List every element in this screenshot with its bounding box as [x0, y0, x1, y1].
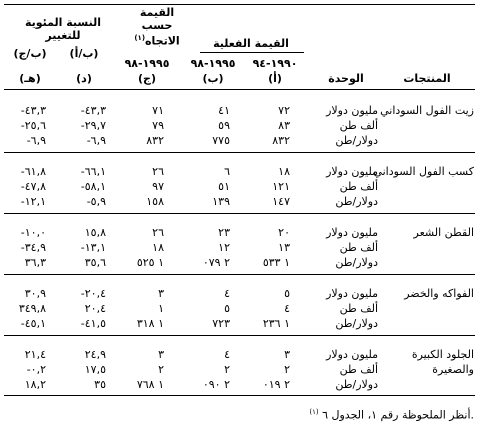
cell-a: ٥ — [284, 287, 290, 300]
cell-a: ١ ٥٣٣ — [262, 256, 290, 269]
cell-d: ٢٠,٤ — [84, 302, 106, 315]
pct-change-title-line2: للتغيير — [45, 29, 81, 42]
cell-e: ٣٠,٩ — [24, 287, 46, 300]
cell-a: ١٨ — [278, 165, 290, 178]
group-separator — [4, 274, 475, 275]
unit-cell: مليون دولار — [326, 287, 378, 300]
unit-cell: ألف طن — [339, 119, 378, 132]
table-bottom-rule — [4, 395, 475, 396]
cell-c: ٣ — [158, 287, 164, 300]
cell-b: ٥ — [224, 302, 230, 315]
unit-cell: دولار/طن — [335, 134, 378, 147]
letter-b: (ب) — [202, 72, 224, 85]
unit-cell: مليون دولار — [326, 348, 378, 361]
cell-a: ٨٣ — [278, 119, 290, 132]
cell-e: -٤٥,١ — [20, 317, 46, 330]
cell-a: ١٢١ — [272, 180, 290, 193]
col-b-period-header: ١٩٩٥-٩٨ — [190, 57, 236, 70]
unit-cell: ألف طن — [339, 302, 378, 315]
group-separator — [4, 213, 475, 214]
unit-cell: ألف طن — [339, 363, 378, 376]
cell-d: -٤٣,٣ — [80, 104, 106, 117]
cell-c: ١ ٧٦٨ — [136, 378, 164, 391]
letter-j: (ج) — [138, 72, 156, 85]
cell-c: ٨٣٢ — [146, 134, 164, 147]
cell-e: -٤٣,٣ — [20, 104, 46, 117]
cell-e: -١٢,١ — [20, 195, 46, 208]
col-a-period-header: ١٩٩٠-٩٤ — [252, 57, 298, 70]
cell-c: ٢٦ — [152, 165, 164, 178]
cell-d: -٤١,٥ — [80, 317, 106, 330]
cell-e: -٠,٢ — [26, 363, 46, 376]
cell-d: -١٣,١ — [80, 241, 106, 254]
cell-c: ٧٩ — [152, 119, 164, 132]
product-name-line1: الجلود الكبيرة — [411, 348, 474, 361]
cell-d: ٢٤,٩ — [84, 348, 106, 361]
cell-c: ٣ — [158, 348, 164, 361]
actual-value-title: القيمة الفعلية — [213, 37, 289, 50]
pct-change-title-line1: النسبة المئوية — [24, 16, 102, 29]
cell-a: ١٣ — [278, 241, 290, 254]
cell-b: ٢ — [224, 363, 230, 376]
unit-cell: دولار/طن — [335, 256, 378, 269]
cell-e: ٣٤٩,٨ — [18, 302, 46, 315]
cell-a: ٨٣٢ — [272, 134, 290, 147]
cell-a: ٤ — [284, 302, 290, 315]
cell-d: ٣٥,٦ — [84, 256, 106, 269]
product-name: القطن الشعر — [413, 226, 474, 239]
cell-c: ٩٧ — [152, 180, 164, 193]
unit-cell: مليون دولار — [326, 165, 378, 178]
cell-b: ١٣٩ — [212, 195, 230, 208]
cell-b: ٥١ — [218, 180, 230, 193]
header-bottom-rule — [4, 89, 475, 90]
actual-value-underline — [200, 52, 304, 53]
cell-b: ٤ — [224, 348, 230, 361]
cell-b: ٤١ — [218, 104, 230, 117]
letter-d: (د) — [76, 72, 92, 85]
cell-d: -٢٩,٧ — [80, 119, 106, 132]
trend-value-title-line1: القيمة — [139, 6, 175, 19]
group-separator — [4, 335, 475, 336]
trend-value-title-line2: حسب — [141, 19, 173, 32]
product-name: الفواكه والخضر — [404, 287, 474, 300]
cell-d: ٣٥ — [94, 378, 106, 391]
cell-e: ١٨,٢ — [24, 378, 46, 391]
col-b-over-c-header: (ب/ج) — [13, 47, 47, 60]
cell-d: ١٧,٥ — [84, 363, 106, 376]
trend-value-title-word: الاتجاه — [145, 34, 180, 48]
cell-e: -٤٧,٨ — [20, 180, 46, 193]
trend-value-title-line3 — [122, 32, 192, 48]
cell-b: ٧٧٥ — [212, 134, 230, 147]
footnote — [200, 406, 474, 422]
col-b-over-a-header: (ب/أ) — [69, 47, 99, 60]
cell-b: ٢ ٠٩٠ — [202, 378, 230, 391]
cell-a: ٢ — [284, 363, 290, 376]
cell-e: -٣٤,٩ — [20, 241, 46, 254]
cell-c: ٢٦ — [152, 226, 164, 239]
unit-cell: دولار/طن — [335, 378, 378, 391]
cell-e: -٦١,٨ — [20, 165, 46, 178]
cell-c: ١ ٣١٨ — [136, 317, 164, 330]
cell-b: ٧٢٣ — [212, 317, 230, 330]
product-name-line2: والصغيرة — [432, 363, 474, 376]
cell-b: ٥٩ — [218, 119, 230, 132]
cell-e: -٦,٩ — [26, 134, 46, 147]
cell-b: ٢ ٠٧٩ — [202, 256, 230, 269]
cell-a: ٧٢ — [278, 104, 290, 117]
unit-cell: دولار/طن — [335, 317, 378, 330]
col-trend-period-header: ١٩٩٥-٩٨ — [124, 57, 170, 70]
cell-a: ٣ — [284, 348, 290, 361]
unit-header: الوحدة — [328, 72, 364, 85]
unit-cell: دولار/طن — [335, 195, 378, 208]
cell-c: ١٥٨ — [146, 195, 164, 208]
cell-d: -٥٨,١ — [80, 180, 106, 193]
header-top-rule — [4, 4, 475, 5]
cell-a: ١ ٢٣٦ — [262, 317, 290, 330]
cell-e: ٢١,٤ — [24, 348, 46, 361]
cell-b: ٢٣ — [218, 226, 230, 239]
cell-a: ١٤٧ — [272, 195, 290, 208]
cell-c: ١ ٥٢٥ — [136, 256, 164, 269]
cell-d: -٢٠,٤ — [80, 287, 106, 300]
cell-b: ٦ — [224, 165, 230, 178]
cell-e: -٢٥,٦ — [20, 119, 46, 132]
cell-d: -٦,٩ — [86, 134, 106, 147]
cell-c: ١٨ — [152, 241, 164, 254]
unit-cell: مليون دولار — [326, 104, 378, 117]
unit-cell: ألف طن — [339, 241, 378, 254]
footnote-mark: (١) — [309, 408, 319, 416]
cell-b: ٤ — [224, 287, 230, 300]
cell-d: -٥,٩ — [86, 195, 106, 208]
cell-d: -٦٦,١ — [80, 165, 106, 178]
footnote-marker: (١) — [134, 34, 146, 42]
products-header: المنتجات — [403, 72, 451, 85]
unit-cell: مليون دولار — [326, 226, 378, 239]
cell-c: ٢ — [158, 363, 164, 376]
cell-c: ٧١ — [152, 104, 164, 117]
footnote-text: أنظر الملحوظة رقم ١، الجدول ٦. — [322, 408, 474, 422]
letter-h: (هـ) — [19, 72, 41, 85]
unit-cell: ألف طن — [339, 180, 378, 193]
cell-a: ٢ ٠١٩ — [262, 378, 290, 391]
product-name: زيت الفول السوداني — [380, 104, 474, 117]
cell-d: ١٥,٨ — [84, 226, 106, 239]
cell-a: ٢٠ — [278, 226, 290, 239]
product-name: كسب الفول السوداني — [373, 165, 474, 178]
cell-c: ١ — [158, 302, 164, 315]
cell-e: ٣٦,٣ — [24, 256, 46, 269]
cell-b: ١٢ — [218, 241, 230, 254]
cell-e: -١٠,٠ — [20, 226, 46, 239]
group-separator — [4, 152, 475, 153]
letter-a: (أ) — [268, 72, 282, 85]
